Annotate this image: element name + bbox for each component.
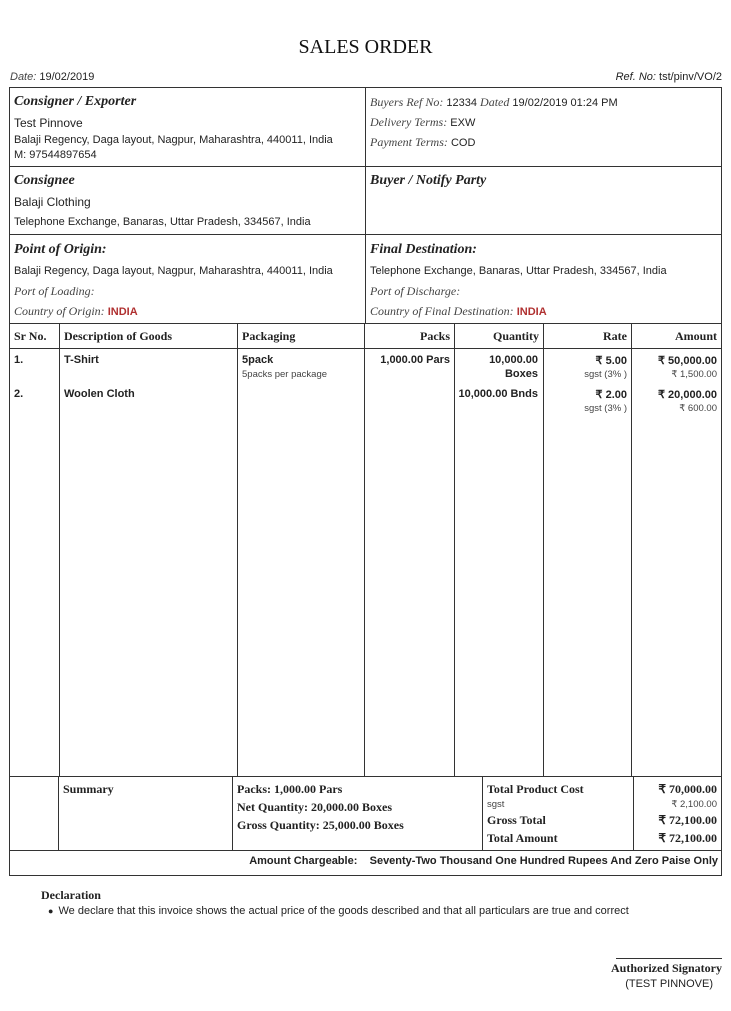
dated-label: Dated [480,95,510,109]
date-value: 19/02/2019 [39,71,95,83]
row1-rate: ₹ 5.00 [595,355,627,367]
consignee-address: Telephone Exchange, Banaras, Uttar Pradesh, 334567, India [14,216,311,228]
summary-net-qty: Net Quantity: 20,000.00 Boxes [237,800,392,814]
col-div-2 [237,323,238,776]
box-left [9,87,10,876]
divider-6 [9,850,722,851]
row2-amount: ₹ 20,000.00 [658,389,717,401]
country-of-origin-value: INDIA [107,306,138,318]
total-amount-value: ₹ 72,100.00 [658,831,717,845]
delivery-terms-line [370,115,475,130]
header-description: Description of Goods [64,329,172,343]
total-product-cost-label: Total Product Cost [487,782,584,796]
signature-label: Authorized Signatory [611,961,722,975]
sum-div-1 [58,776,59,850]
box-bottom [9,875,722,876]
port-of-loading-label: Port of Loading: [14,284,95,298]
date-label: Date: [10,71,37,83]
row2-rate: ₹ 2.00 [595,389,627,401]
sum-div-3 [482,776,483,850]
port-of-discharge-label: Port of Discharge: [370,284,461,298]
row2-desc: Woolen Cloth [64,388,135,400]
total-amount-label: Total Amount [487,831,558,845]
row1-desc: T-Shirt [64,354,99,366]
divider-3 [9,323,722,324]
row1-tax-amount: ₹ 1,500.00 [671,369,717,380]
header-rate: Rate [603,329,627,343]
bullet-icon: ● [48,906,54,916]
amount-chargeable-label: Amount Chargeable: [249,855,358,867]
ref-line [616,71,722,83]
row1-amount: ₹ 50,000.00 [658,355,717,367]
row2-tax: sgst (3% ) [584,403,627,414]
consigner-address: Balaji Regency, Daga layout, Nagpur, Maharashtra, 440011, India [14,134,333,146]
row2-qty: 10,000.00 Bnds [458,388,538,400]
ref-label: Ref. No: [615,71,656,83]
sum-div-2 [232,776,233,850]
final-destination-value: INDIA [516,306,547,318]
buyers-ref-line [370,95,618,110]
gross-total-label: Gross Total [487,813,546,827]
destination-address: Telephone Exchange, Banaras, Uttar Pradesh, 334567, India [370,265,667,277]
header-packs: Packs [420,329,450,343]
declaration-item [48,905,629,917]
summary-label: Summary [63,782,114,796]
payment-terms-line [370,135,475,150]
col-div-3 [364,323,365,776]
declaration-heading: Declaration [41,888,101,902]
origin-heading: Point of Origin: [14,242,107,257]
total-product-cost-value: ₹ 70,000.00 [658,782,717,796]
row1-qty: 10,000.00 [489,354,538,366]
buyer-heading: Buyer / Notify Party [370,173,487,188]
box-right [721,87,722,876]
row1-qty-unit: Boxes [504,368,538,380]
consigner-mobile: M: 97544897654 [14,149,97,161]
final-destination-label: Country of Final Destination: [370,304,514,318]
header-quantity: Quantity [492,329,539,343]
row1-sr: 1. [14,354,24,366]
dated-value: 19/02/2019 01:24 PM [512,97,618,109]
signature-line [616,958,722,959]
summary-packs: Packs: 1,000.00 Pars [237,782,343,796]
sgst-value: ₹ 2,100.00 [671,799,717,810]
signature-name: (TEST PINNOVE) [625,978,713,990]
origin-address: Balaji Regency, Daga layout, Nagpur, Maharashtra, 440011, India [14,265,333,277]
date-line [10,71,94,83]
declaration-text: We declare that this invoice shows the actual price of the goods described and that all particulars are true and correct [58,905,629,917]
header-packaging: Packaging [242,329,296,343]
amount-chargeable-line [249,855,718,867]
divider-5 [9,776,722,777]
row2-tax-amount: ₹ 600.00 [679,403,717,414]
buyers-ref-label: Buyers Ref No: [370,95,444,109]
consignee-heading: Consignee [14,173,75,188]
delivery-terms-label: Delivery Terms: [370,115,448,129]
consignee-name: Balaji Clothing [14,195,91,209]
destination-heading: Final Destination: [370,242,477,257]
consigner-heading: Consigner / Exporter [14,94,137,109]
vdivider-top [365,87,366,323]
final-destination-line [370,304,547,319]
row1-packaging-note: 5packs per package [242,369,328,380]
divider-4 [9,348,722,349]
header-amount: Amount [674,329,717,343]
payment-terms-value: COD [450,137,476,149]
country-of-origin-line [14,304,138,319]
buyers-ref-value: 12334 [446,97,477,109]
row1-packs: 1,000.00 Pars [380,354,450,366]
gross-total-value: ₹ 72,100.00 [658,813,717,827]
country-of-origin-label: Country of Origin: [14,304,105,318]
col-div-1 [59,323,60,776]
delivery-terms-value: EXW [450,117,476,129]
consigner-name: Test Pinnove [14,116,83,130]
sgst-label: sgst [487,799,505,810]
ref-value: tst/pinv/VO/2 [659,71,722,83]
document-title: SALES ORDER [298,36,433,58]
row1-tax: sgst (3% ) [584,369,627,380]
row2-sr: 2. [14,388,24,400]
header-sr-no: Sr No. [14,329,47,343]
summary-gross-qty: Gross Quantity: 25,000.00 Boxes [237,818,404,832]
payment-terms-label: Payment Terms: [370,135,448,149]
amount-chargeable-value: Seventy-Two Thousand One Hundred Rupees And Zero Paise Only [369,855,718,867]
row1-packaging: 5pack [242,354,274,366]
